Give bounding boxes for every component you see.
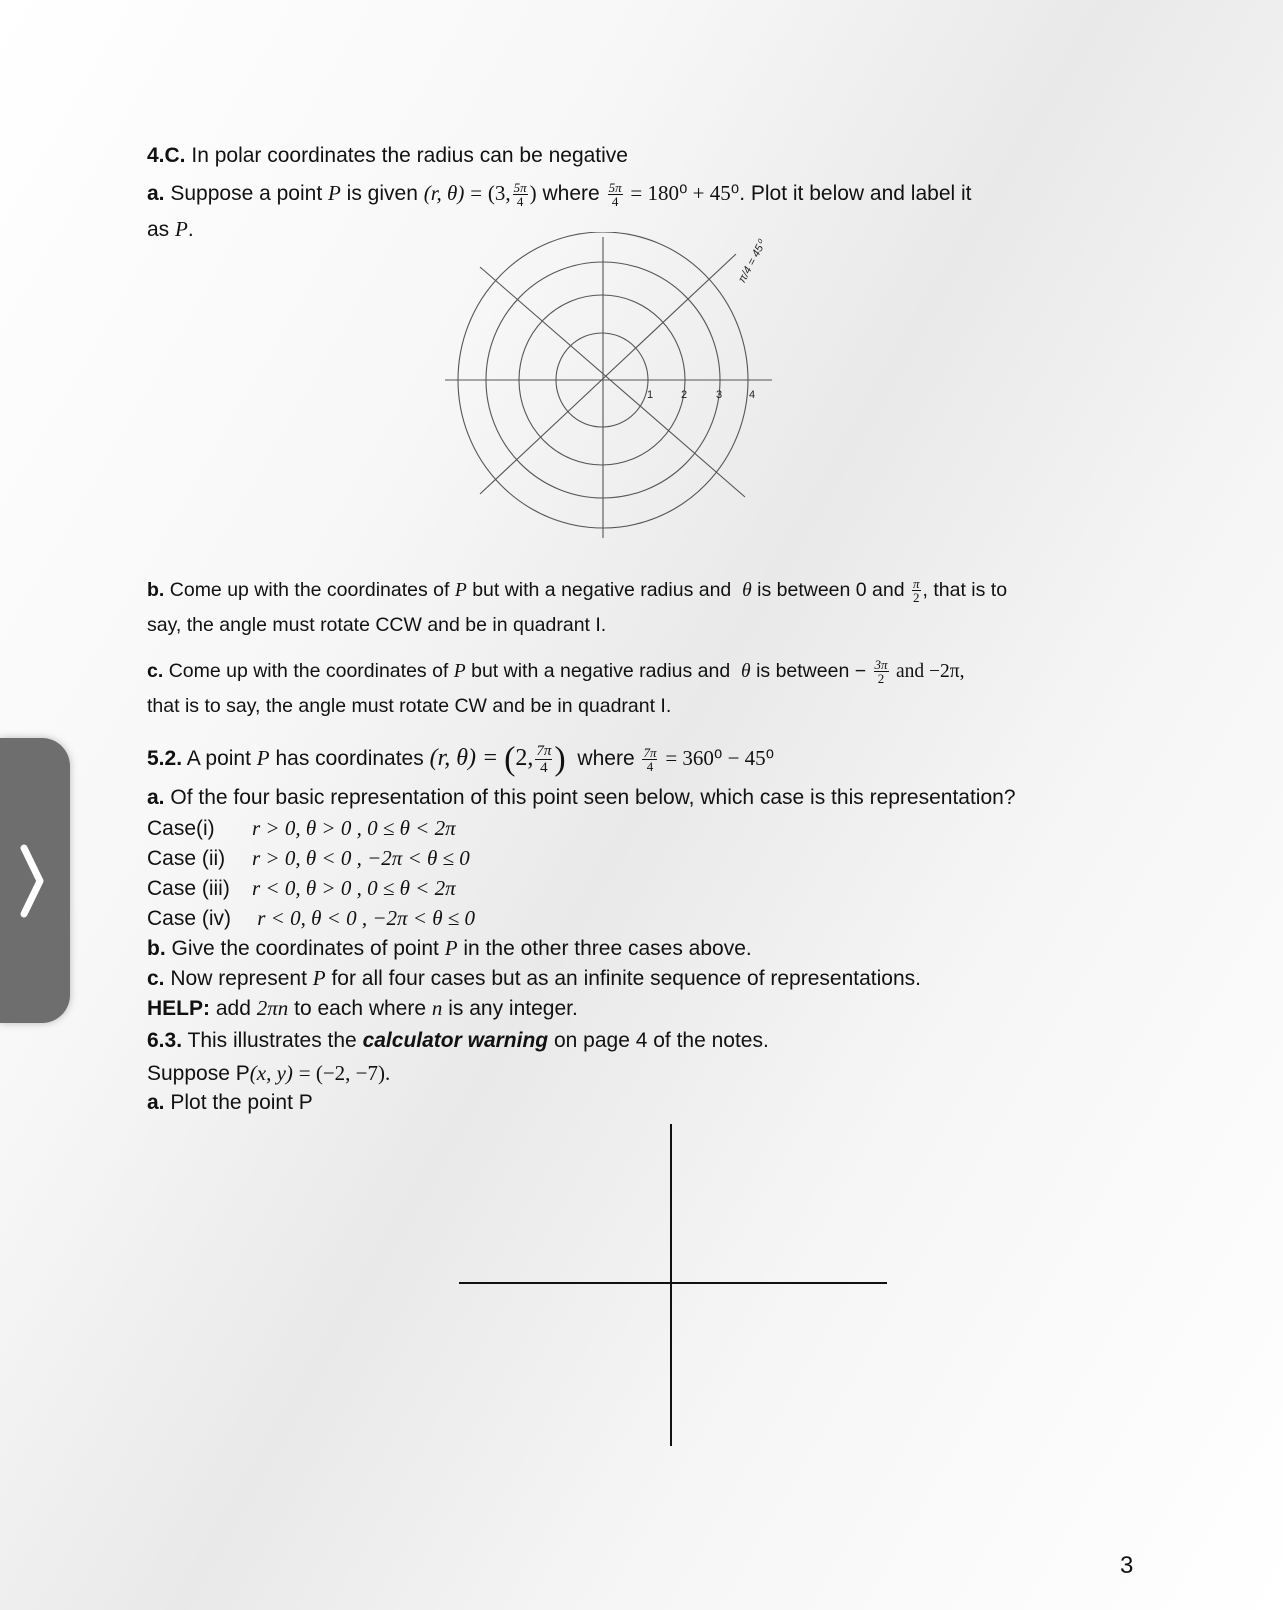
q5-help-line: HELP: add 2πn to each where n is any integer. xyxy=(147,996,578,1020)
polar-diagonal-135 xyxy=(480,254,736,494)
angle-label: π/4 = 45⁰ xyxy=(736,238,769,285)
q4-a-text3: . Plot it below and label it xyxy=(739,182,972,205)
calculator-warning: calculator warning xyxy=(362,1029,549,1052)
q4-a-pt-open: (3, xyxy=(487,181,511,205)
q4-a-eq: = xyxy=(470,181,483,205)
q5-c-line: c. Now represent P for all four cases but as an infinite sequence of representations. xyxy=(147,966,921,990)
ring-label-1: 1 xyxy=(647,389,654,401)
q4-heading-text: In polar coordinates the radius can be negative xyxy=(191,144,628,167)
ring-label-2: 2 xyxy=(681,389,688,401)
q4-a-line2: as P. xyxy=(147,217,194,241)
cartesian-axes xyxy=(455,1120,895,1450)
q4-a-frac1: $\frac{5\pi}{4}$ xyxy=(513,179,527,209)
q4-c-frac: $\frac{3\pi}{2}$ xyxy=(874,657,888,687)
q4-c-line: c. Come up with the coordinates of P but with a negative radius and θ is between − $\frac{3\pi}{2}$ and −2π, xyxy=(147,657,965,687)
q4-heading-line xyxy=(147,143,628,169)
q5-case-4: Case (iv) r < 0, θ < 0 , −2π < θ ≤ 0 xyxy=(147,906,476,930)
chevron-right-icon xyxy=(18,836,48,926)
ring-label-4: 4 xyxy=(749,389,756,401)
q4-a-frac2: $\frac{5\pi}{4}$ xyxy=(608,179,622,209)
q6-heading: 6.3. xyxy=(147,1029,183,1052)
q6-a-line: a. Plot the point P xyxy=(147,1091,313,1114)
q5-case-1: Case(i) r > 0, θ > 0 , 0 ≤ θ < 2π xyxy=(147,816,456,840)
polar-grid xyxy=(440,232,780,542)
q4-a-where: where xyxy=(542,182,600,205)
q4-a-rtheta: (r, θ) xyxy=(423,181,465,205)
q5-b-line: b. Give the coordinates of point P in the other three cases above. xyxy=(147,936,752,960)
q5-a-line: a. Of the four basic representation of this point seen below, which case is this representation? xyxy=(147,786,1016,809)
q4-a-P: P xyxy=(328,181,341,205)
q4-a-deg: = 180⁰ + 45⁰ xyxy=(630,181,740,205)
q5-case-3: Case (iii) r < 0, θ > 0 , 0 ≤ θ < 2π xyxy=(147,876,456,900)
q5-frac1: $\frac{7\pi}{4}$ xyxy=(536,743,552,776)
q5-heading-line: 5.2. A point P has coordinates (r, θ) = (2, $\frac{7\pi}{4}$ ) where $\frac{7\pi}{4}$ = 360⁰ − 45⁰ xyxy=(147,740,775,778)
q4-b-line2: say, the angle must rotate CCW and be in quadrant I. xyxy=(147,614,607,636)
q5-case-2: Case (ii) r > 0, θ < 0 , −2π < θ ≤ 0 xyxy=(147,846,470,870)
q4-c-line2: that is to say, the angle must rotate CW and be in quadrant I. xyxy=(147,695,672,717)
q5-frac2: $\frac{7\pi}{4}$ xyxy=(643,745,657,774)
q4-a-text1: Suppose a point xyxy=(170,182,323,205)
q6-heading-line: 6.3. This illustrates the calculator warning on page 4 of the notes. xyxy=(147,1029,769,1052)
q6-suppose-line: Suppose P(x, y) = (−2, −7). xyxy=(147,1061,391,1085)
q4-a-text2: is given xyxy=(346,182,418,205)
q4-heading: 4.C. xyxy=(147,144,186,167)
q4-b-frac: $\frac{\pi}{2}$ xyxy=(913,576,920,606)
ring-label-3: 3 xyxy=(716,389,723,401)
q4-b-line: b. Come up with the coordinates of P but with a negative radius and θ is between 0 and $\frac{\pi}{2}$ , that is to xyxy=(147,576,1008,606)
q5-heading: 5.2. xyxy=(147,747,183,771)
q4-a-line xyxy=(147,180,972,208)
page-number: 3 xyxy=(1120,1552,1134,1579)
q4-a-pt-close: ) xyxy=(529,181,537,205)
side-panel-tab[interactable] xyxy=(0,738,70,1023)
q4-a-label: a. xyxy=(147,182,165,205)
